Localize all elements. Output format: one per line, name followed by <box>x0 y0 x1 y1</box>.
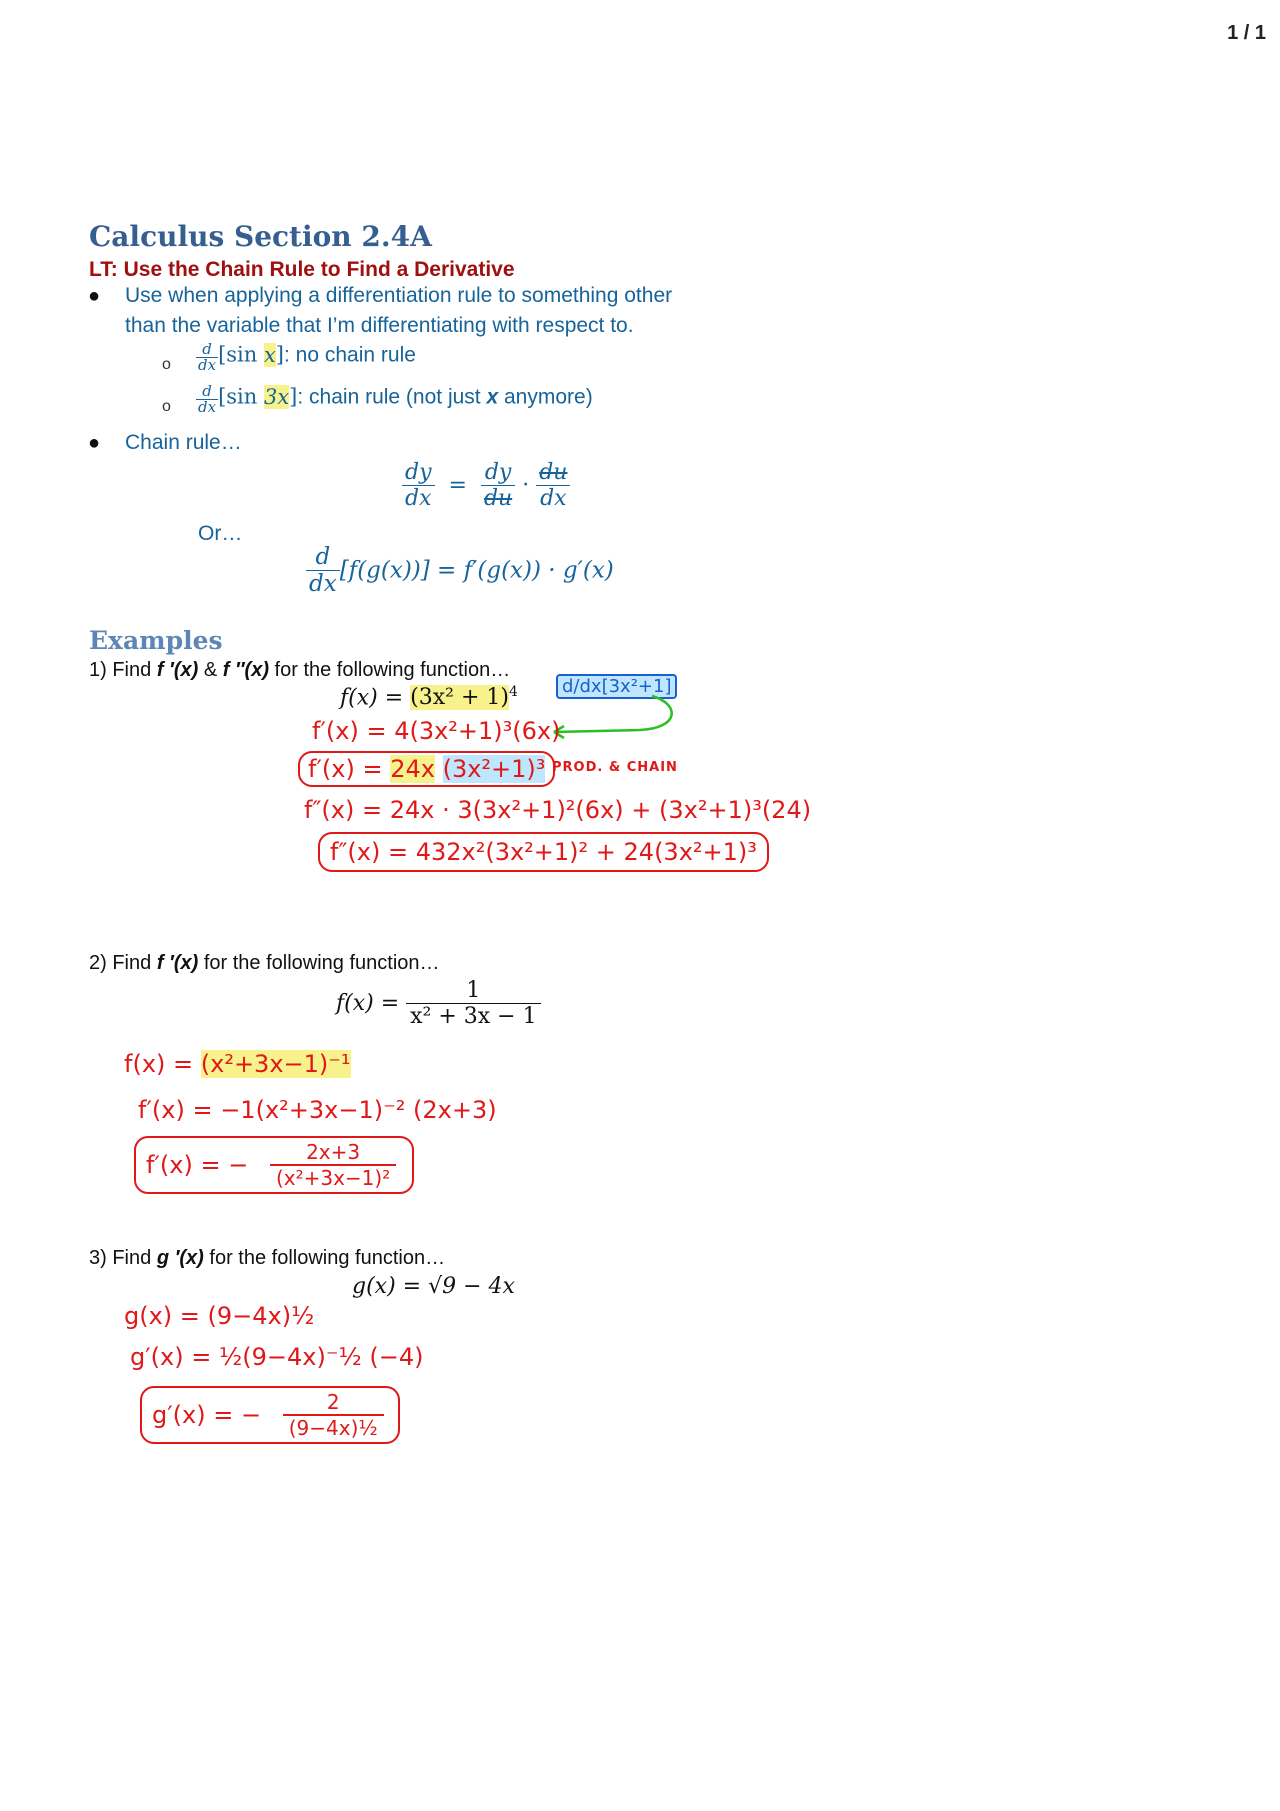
example1-function: $f(x) = (3x^2 + 1)^4$ <box>340 684 518 711</box>
example-chain: $\frac{d}{dx}$ [sin 3x]: chain rule (not just x anymore) <box>198 382 593 416</box>
example3-step1: g(x) = (9−4x)½ <box>124 1302 315 1330</box>
page-number: 1 / 1 <box>1227 22 1266 44</box>
sub-bullet-circle: o <box>162 398 171 415</box>
bullet-dot: ● <box>88 432 101 454</box>
handwritten-inner-derivative: d/dx[3x²+1] <box>556 676 677 697</box>
example-no-chain: $\frac{d}{dx}$ [sin x]: no chain rule <box>198 340 416 374</box>
examples-heading: Examples <box>89 626 223 655</box>
sub-bullet-circle: o <box>162 356 171 373</box>
page-title: Calculus Section 2.4A <box>89 220 432 253</box>
example2-prompt: 2) Find f ′(x) for the following function… <box>89 952 440 974</box>
example2-step1: f(x) = (x²+3x−1)⁻¹ <box>124 1050 351 1078</box>
example2-answer: f′(x) = − $\frac{2x+3}{\text{(x²+3x−1)²}}$ <box>134 1136 414 1194</box>
example3-function: g(x) = √9 − 4x <box>352 1274 515 1299</box>
example3-step2: g′(x) = ½(9−4x)⁻½ (−4) <box>130 1343 424 1371</box>
bullet1-line1: Use when applying a differentiation rule to something other <box>125 284 673 307</box>
example3-prompt: 3) Find g ′(x) for the following function… <box>89 1247 446 1269</box>
example2-function: f(x) = $\frac{1}{\text{x² + 3x − 1}}$ <box>336 978 541 1029</box>
example1-answer-fdoubleprime: f″(x) = 432x²(3x²+1)² + 24(3x²+1)³ <box>318 832 769 872</box>
example1-note: PROD. & CHAIN <box>552 760 678 775</box>
chain-rule-function-form: $\frac{d}{dx}$ [f(g(x))] = f′(g(x)) · g′(x) <box>306 544 614 597</box>
chain-rule-label: Chain rule… <box>125 431 242 454</box>
example2-step2: f′(x) = −1(x²+3x−1)⁻² (2x+3) <box>138 1096 497 1124</box>
learning-target: LT: Use the Chain Rule to Find a Derivative <box>89 258 515 281</box>
or-label: Or… <box>198 522 243 545</box>
bullet-dot: ● <box>88 285 101 307</box>
example1-step2: f″(x) = 24x · 3(3x²+1)²(6x) + (3x²+1)³(24) <box>304 796 812 824</box>
example1-step1: f′(x) = 4(3x²+1)³(6x) <box>312 717 561 745</box>
green-arrow <box>540 690 680 740</box>
bullet1-line2: than the variable that I’m differentiating with respect to. <box>125 314 634 337</box>
example1-answer-fprime: f′(x) = 24x (3x²+1)³ <box>298 751 555 787</box>
example3-answer: g′(x) = − $\frac{2}{\text{(9−4x)½}}$ <box>140 1386 400 1444</box>
example1-prompt: 1) Find f ′(x) & f ′′(x) for the following function… <box>89 659 511 681</box>
chain-rule-leibniz: $\frac{dy}{dx}$ = $\frac{dy}{du}$ · $\frac{du}{dx}$ <box>402 460 570 511</box>
